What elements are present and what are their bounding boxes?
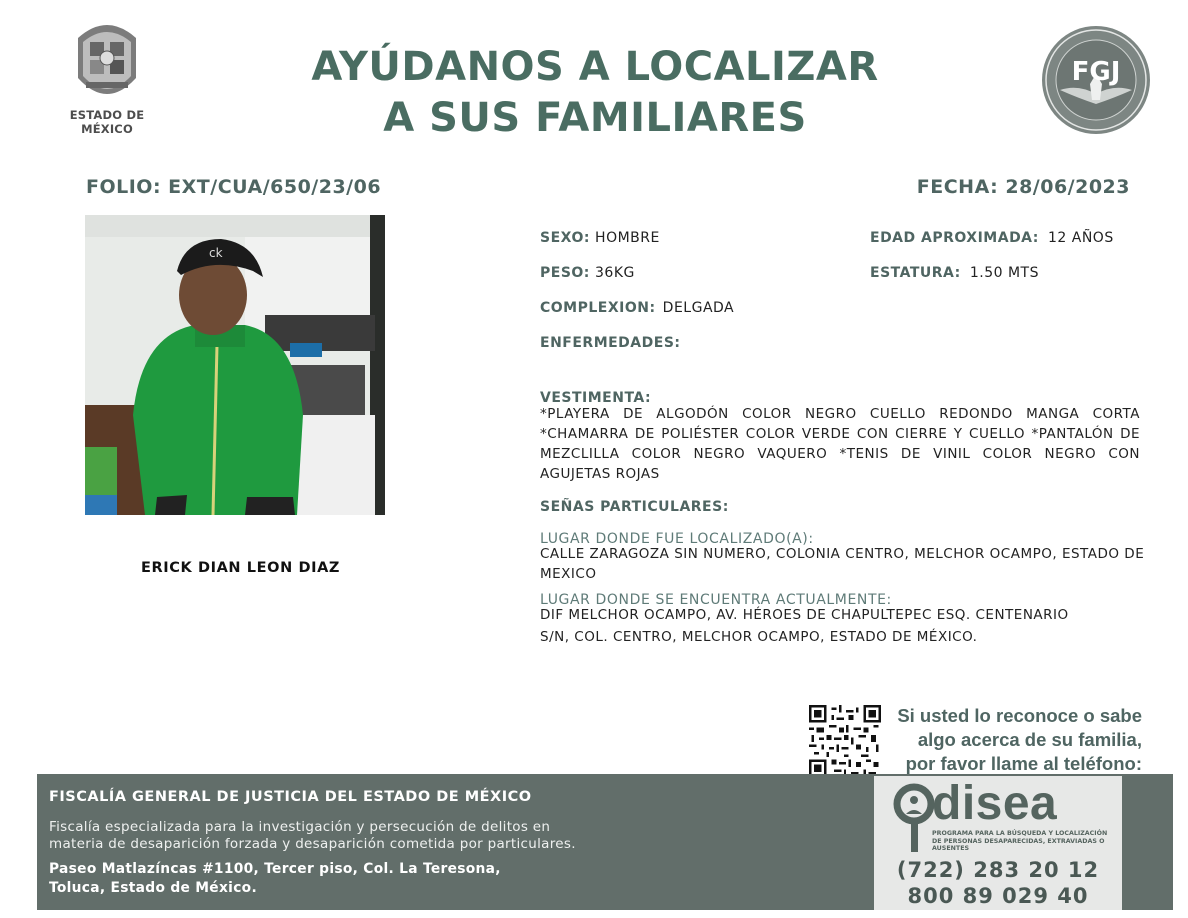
lugar-localizado: [540, 531, 1160, 584]
odisea-subtitle: PROGRAMA PARA LA BÚSQUEDA Y LOCALIZACIÓN DE PERSONAS DESAPARECIDAS, EXTRAVIADAS O AUSENTES: [932, 830, 1108, 852]
lugar-actual-line-1: DIF MELCHOR OCAMPO, AV. HÉROES DE CHAPULTEPEC ESQ. CENTENARIO: [540, 607, 1069, 623]
estatura-row: [870, 262, 1039, 281]
footer-desc-line-1: Fiscalía especializada para la investigación y persecución de delitos en: [49, 819, 551, 835]
peso-value: 36KG: [595, 265, 635, 281]
footer-addr-line-1: Paseo Matlazíncas #1100, Tercer piso, Col. La Teresona,: [49, 861, 501, 877]
senas-label: SEÑAS PARTICULARES:: [540, 499, 729, 515]
callout-text: [880, 704, 1142, 776]
estado-de-mexico-seal-icon: [70, 18, 144, 102]
lugar-actual: [540, 592, 1160, 647]
edad-value: 12 AÑOS: [1047, 230, 1114, 246]
complexion-label: COMPLEXION:: [540, 300, 656, 316]
sexo-row: [540, 227, 660, 246]
estatura-value: 1.50 MTS: [969, 265, 1039, 281]
phone-number-1[interactable]: (722) 283 20 12: [896, 858, 1100, 882]
complexion-value: DELGADA: [662, 300, 735, 316]
callout-line-2: algo acerca de su familia,: [917, 729, 1142, 750]
title-line-1: AYÚDANOS A LOCALIZAR: [311, 44, 879, 90]
footer-description: [49, 819, 669, 853]
callout-line-1: Si usted lo reconoce o sabe: [897, 705, 1142, 726]
sexo-label: SEXO:: [540, 230, 590, 246]
footer-desc-line-2: materia de desaparición forzada y desaparición cometida por particulares.: [49, 836, 576, 852]
person-name: ERICK DIAN LEON DIAZ: [140, 560, 341, 576]
fecha: FECHA: 28/06/2023: [916, 176, 1130, 198]
lugar-actual-label: LUGAR DONDE SE ENCUENTRA ACTUALMENTE:: [540, 592, 892, 608]
qr-code-icon: [809, 705, 881, 777]
page-title: [300, 42, 890, 144]
footer-address: [49, 860, 609, 898]
senas-row: [540, 496, 729, 515]
enfermedades-label: ENFERMEDADES:: [540, 335, 681, 351]
estatura-label: ESTATURA:: [870, 265, 961, 281]
complexion-row: [540, 297, 734, 316]
title-line-2: A SUS FAMILIARES: [383, 95, 807, 141]
folio: FOLIO: EXT/CUA/650/23/06: [86, 176, 382, 198]
fgj-logo-icon: [1040, 24, 1152, 136]
phone-number-2[interactable]: 800 89 029 40: [907, 884, 1089, 908]
peso-label: PESO:: [540, 265, 590, 281]
footer: [37, 774, 1173, 910]
footer-addr-line-2: Toluca, Estado de México.: [49, 880, 257, 896]
vestimenta-label: VESTIMENTA:: [540, 390, 652, 406]
edad-row: [870, 227, 1114, 246]
estado-de-mexico-logo: [46, 18, 168, 136]
peso-row: [540, 262, 635, 281]
enfermedades-row: [540, 332, 681, 351]
person-photo: [85, 215, 385, 515]
odisea-magnifier-icon: [892, 782, 936, 856]
sexo-value: HOMBRE: [595, 230, 660, 246]
lugar-localizado-label: LUGAR DONDE FUE LOCALIZADO(A):: [540, 531, 814, 547]
fgj-logo-text: FGJ: [1071, 57, 1121, 87]
lugar-localizado-line-2: MEXICO: [540, 566, 597, 582]
callout-line-3: por favor llame al teléfono:: [905, 753, 1142, 774]
edad-label: EDAD APROXIMADA:: [870, 230, 1039, 246]
svg-text:ck: ck: [209, 246, 223, 260]
vestimenta-value: *PLAYERA DE ALGODÓN COLOR NEGRO CUELLO REDONDO MANGA CORTA *CHAMARRA DE POLIÉSTER COLOR VERDE CON CIERRE Y CUELLO *PANTALÓN DE MEZCLILLA COLOR NEGRO VAQUERO *TENIS DE VINIL COLOR NEGRO CON AGUJETAS ROJAS: [540, 406, 1140, 482]
odisea-panel: [874, 776, 1122, 910]
odisea-wordmark: disea: [932, 777, 1058, 830]
lugar-actual-line-2: S/N, COL. CENTRO, MELCHOR OCAMPO, ESTADO DE MÉXICO.: [540, 629, 978, 645]
footer-title: FISCALÍA GENERAL DE JUSTICIA DEL ESTADO DE MÉXICO: [49, 789, 532, 805]
lugar-localizado-line-1: CALLE ZARAGOZA SIN NUMERO, COLONIA CENTRO, MELCHOR OCAMPO, ESTADO DE: [540, 546, 1145, 562]
left-logo-caption: ESTADO DE MÉXICO: [69, 108, 145, 136]
